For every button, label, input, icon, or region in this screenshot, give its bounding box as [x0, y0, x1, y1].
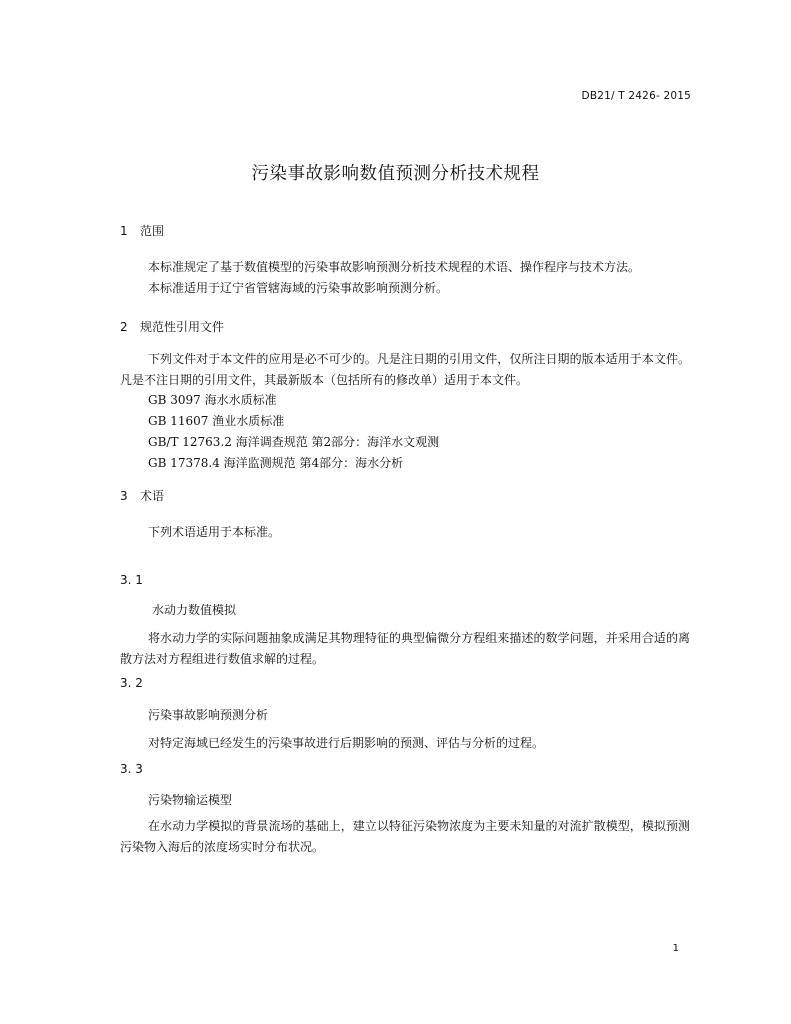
section-2-intro: 下列文件对于本文件的应用是必不可少的。凡是注日期的引用文件，仅所注日期的版本适用于本文件。凡是不注日期的引用文件，其最新版本（包括所有的修改单）适用于本文件。: [120, 352, 690, 387]
section-1-number: 1: [120, 224, 128, 238]
term-3-2-definition: 对特定海域已经发生的污染事故进行后期影响的预测、评估与分析的过程。: [148, 736, 545, 750]
section-1-paragraph-1: 本标准规定了基于数值模型的污染事故影响预测分析技术规程的术语、操作程序与技术方法。: [148, 260, 641, 274]
page-number: 1: [672, 943, 679, 954]
section-2-number: 2: [120, 320, 128, 334]
section-3-title: 术语: [140, 489, 165, 503]
section-3-heading: [120, 487, 164, 504]
standard-code: DB21/ T 2426- 2015: [581, 90, 691, 102]
document-title: 污染事故影响数值预测分析技术规程: [251, 164, 540, 184]
term-3-1-definition: 将水动力学的实际问题抽象成满足其物理特征的典型偏微分方程组来描述的数学问题，并采用合适的离散方法对方程组进行数值求解的过程。: [120, 631, 690, 666]
section-2-title: 规范性引用文件: [140, 320, 225, 334]
section-1-title: 范围: [140, 224, 165, 238]
reference-item-2: GB 11607 渔业水质标准: [148, 414, 285, 428]
reference-item-4: GB 17378.4 海洋监测规范 第4部分：海水分析: [148, 456, 404, 470]
section-2-heading: [120, 318, 224, 335]
term-3-3-definition: 在水动力学模拟的背景流场的基础上，建立以特征污染物浓度为主要未知量的对流扩散模型，模拟预测污染物入海后的浓度场实时分布状况。: [120, 819, 690, 854]
reference-item-1: GB 3097 海水水质标准: [148, 393, 277, 407]
term-3-3-name: 污染物输运模型: [148, 793, 233, 807]
section-3-intro: 下列术语适用于本标准。: [148, 525, 281, 539]
section-1-paragraph-2: 本标准适用于辽宁省管辖海域的污染事故影响预测分析。: [148, 281, 449, 295]
term-3-1-number: 3. 1: [120, 573, 143, 587]
term-3-3-number: 3. 3: [120, 762, 143, 776]
section-1-heading: [120, 222, 164, 239]
section-3-number: 3: [120, 489, 128, 503]
term-3-1-name: 水动力数值模拟: [152, 603, 237, 617]
reference-item-3: GB/T 12763.2 海洋调查规范 第2部分：海洋水文观测: [148, 435, 440, 449]
term-3-2-name: 污染事故影响预测分析: [148, 708, 269, 722]
term-3-2-number: 3. 2: [120, 676, 143, 690]
